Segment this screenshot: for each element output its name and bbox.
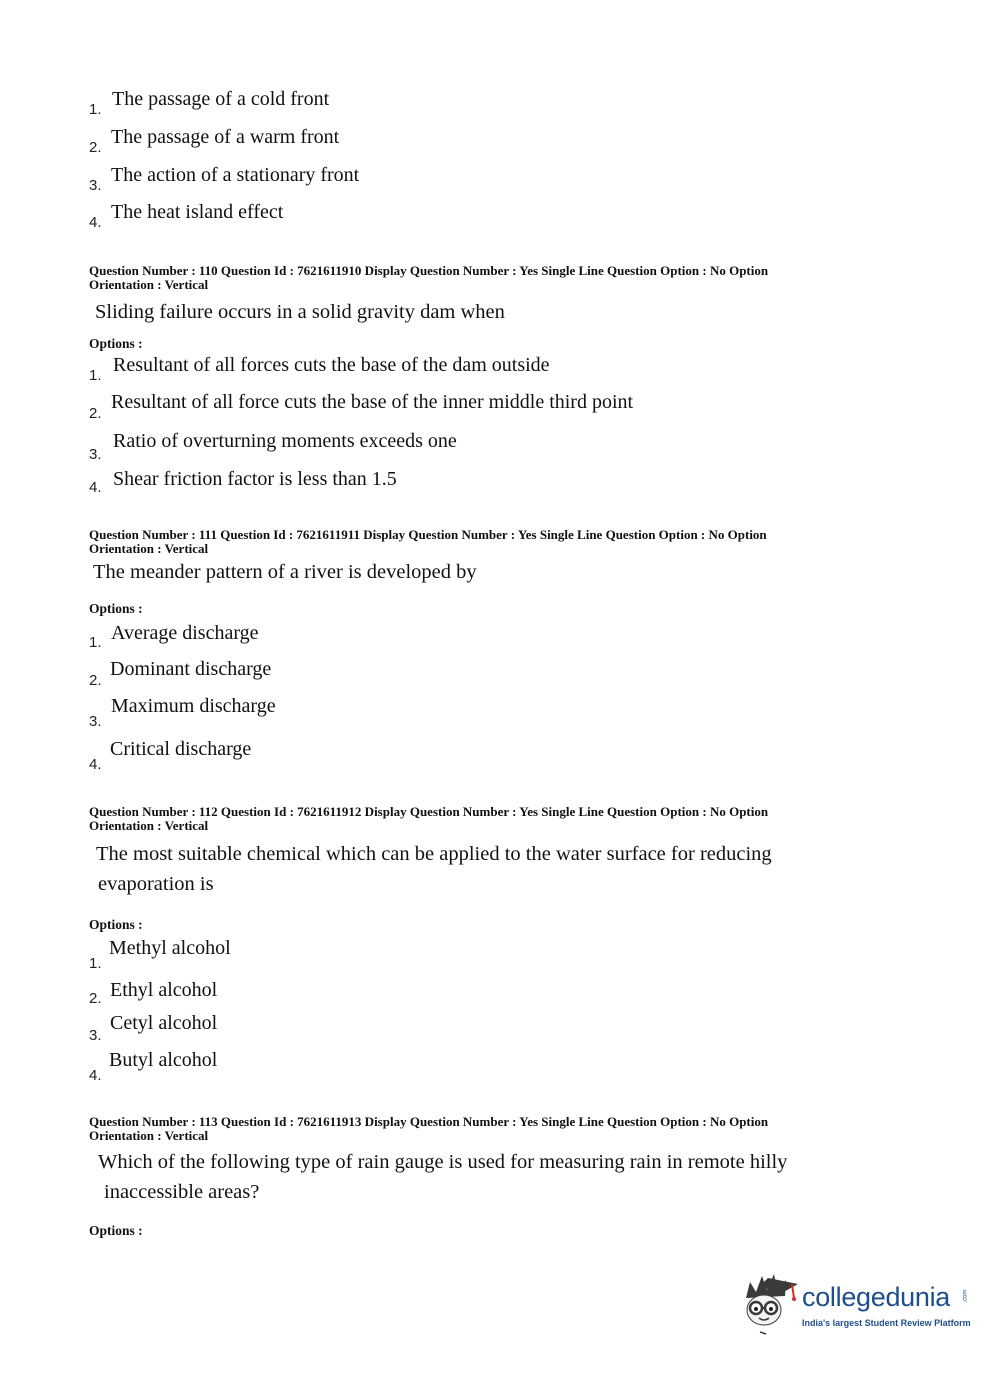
option-number: 1.	[89, 634, 102, 651]
question-text-continued: evaporation is	[98, 873, 214, 895]
option-number: 1.	[89, 367, 102, 384]
question-meta-line: Orientation : Vertical	[89, 818, 209, 833]
collegedunia-logo	[740, 1268, 970, 1340]
option-text: Ratio of overturning moments exceeds one	[113, 430, 457, 452]
option-text: Critical discharge	[110, 738, 252, 760]
option-text: Dominant discharge	[110, 658, 272, 680]
option-text: The passage of a cold front	[112, 88, 330, 110]
option-number: 3.	[89, 446, 102, 463]
option-number: 4.	[89, 756, 102, 773]
mascot-icon	[740, 1268, 802, 1340]
option-number: 3.	[89, 1027, 102, 1044]
options-label: Options :	[89, 1223, 143, 1238]
option-text: Average discharge	[111, 622, 259, 644]
option-text: Shear friction factor is less than 1.5	[113, 468, 397, 490]
option-number: 2.	[89, 139, 102, 156]
option-text: Resultant of all forces cuts the base of the dam outside	[113, 354, 550, 376]
option-text: Maximum discharge	[111, 695, 276, 717]
option-text: Butyl alcohol	[109, 1049, 218, 1071]
option-text: Methyl alcohol	[109, 937, 231, 959]
question-text: Sliding failure occurs in a solid gravity dam when	[95, 301, 505, 323]
options-label: Options :	[89, 917, 143, 932]
question-meta-line: Question Number : 110 Question Id : 7621611910 Display Question Number : Yes Single Line Question Option : No Option	[89, 263, 769, 278]
logo-domain-suffix: .com	[962, 1289, 969, 1303]
option-text: The passage of a warm front	[111, 126, 340, 148]
question-meta-line: Question Number : 111 Question Id : 7621611911 Display Question Number : Yes Single Line Question Option : No Option	[89, 527, 767, 542]
option-text: Resultant of all force cuts the base of the inner middle third point	[111, 391, 634, 413]
option-number: 4.	[89, 1067, 102, 1084]
option-number: 1.	[89, 101, 102, 118]
question-text: The meander pattern of a river is developed by	[93, 561, 477, 583]
question-meta	[89, 264, 869, 292]
option-number: 2.	[89, 990, 102, 1007]
logo-wordmark: collegedunia	[802, 1282, 951, 1312]
option-number: 1.	[89, 955, 102, 972]
logo-tagline: India's largest Student Review Platform	[802, 1318, 971, 1328]
option-number: 3.	[89, 713, 102, 730]
options-label: Options :	[89, 336, 143, 351]
question-meta	[89, 805, 869, 833]
option-text: The action of a stationary front	[111, 164, 360, 186]
question-meta-line: Question Number : 112 Question Id : 7621611912 Display Question Number : Yes Single Line Question Option : No Option	[89, 804, 769, 819]
option-text: Cetyl alcohol	[110, 1012, 218, 1034]
question-meta-line: Orientation : Vertical	[89, 1128, 209, 1143]
question-text: Which of the following type of rain gauge is used for measuring rain in remote hilly	[98, 1151, 788, 1173]
option-number: 2.	[89, 672, 102, 689]
question-meta	[89, 528, 869, 556]
option-text: The heat island effect	[111, 201, 284, 223]
option-number: 4.	[89, 479, 102, 496]
option-number: 3.	[89, 177, 102, 194]
question-text: The most suitable chemical which can be applied to the water surface for reducing	[96, 843, 772, 865]
option-text: Ethyl alcohol	[110, 979, 218, 1001]
question-meta-line: Orientation : Vertical	[89, 277, 209, 292]
question-meta-line: Orientation : Vertical	[89, 541, 209, 556]
question-meta-line: Question Number : 113 Question Id : 7621611913 Display Question Number : Yes Single Line Question Option : No Option	[89, 1114, 769, 1129]
question-text-continued: inaccessible areas?	[104, 1181, 260, 1203]
option-number: 2.	[89, 405, 102, 422]
options-label: Options :	[89, 601, 143, 616]
question-meta	[89, 1115, 869, 1143]
option-number: 4.	[89, 214, 102, 231]
